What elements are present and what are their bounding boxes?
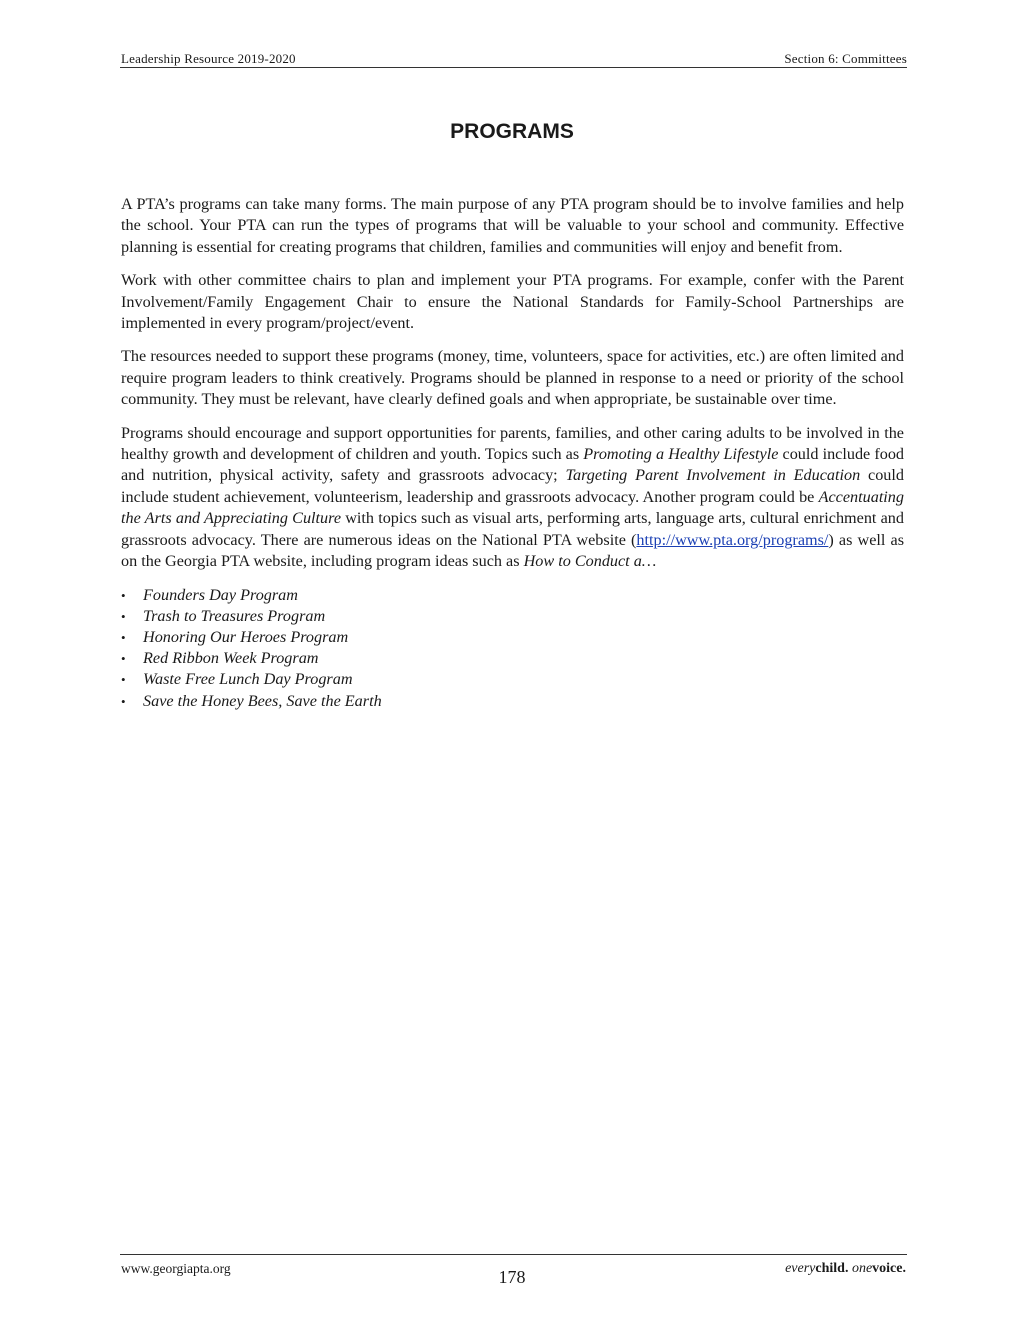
- list-item-label: Save the Honey Bees, Save the Earth: [143, 691, 382, 710]
- list-item-label: Founders Day Program: [143, 585, 298, 604]
- topics-text-3: could include student achievement, volunteerism, leadership and grassroots advocacy. Another program could be: [121, 466, 904, 506]
- list-item-label: Red Ribbon Week Program: [143, 649, 319, 668]
- page-header: [121, 51, 907, 67]
- paragraph-program-topics: [121, 423, 904, 573]
- topic-arts-culture: Accentuating the Arts and Appreciating Culture: [121, 487, 904, 528]
- list-item: [121, 585, 904, 606]
- list-item: [121, 691, 904, 712]
- topics-text-1: Programs should encourage and support opportunities for parents, families, and other caring adults to be involved in the healthy growth and development of children and youth. Topics such as: [121, 423, 904, 464]
- bullet-icon: •: [121, 693, 126, 709]
- header-section-title: Section 6: Committees: [784, 51, 907, 66]
- page-number: 178: [498, 1267, 526, 1287]
- topics-text-4: with topics such as visual arts, performing arts, language arts, cultural enrichment and grassroots advocacy. There are numerous ideas on the National PTA website (: [121, 509, 904, 549]
- list-item-label: Trash to Treasures Program: [143, 606, 326, 625]
- paragraph-intro: A PTA’s programs can take many forms. The main purpose of any PTA program should be to involve families and help the school. Your PTA can run the types of programs that will be valuable to your school and community. Effective planning is essential for creating programs that children, families and communities will enjoy and benefit from.: [121, 195, 904, 256]
- list-item: [121, 648, 904, 669]
- list-item-label: Honoring Our Heroes Program: [143, 627, 349, 646]
- header-divider: [120, 67, 907, 68]
- program-ideas-list: [121, 585, 904, 712]
- document-body: [121, 194, 904, 712]
- list-item: [121, 669, 904, 690]
- bullet-icon: •: [121, 608, 126, 624]
- list-item-label: Waste Free Lunch Day Program: [143, 670, 353, 689]
- topic-how-to-conduct: How to Conduct a…: [523, 552, 657, 571]
- bullet-icon: •: [121, 587, 126, 603]
- slogan-one: one: [851, 1261, 873, 1276]
- footer-divider: [120, 1254, 907, 1255]
- national-pta-programs-link[interactable]: http://www.pta.org/programs/: [636, 530, 829, 549]
- topic-parent-involvement: Targeting Parent Involvement in Education: [565, 466, 861, 485]
- topics-text-5: ) as well as on the Georgia PTA website, including program ideas such as: [121, 530, 905, 571]
- footer-website: www.georgiapta.org: [121, 1261, 231, 1276]
- topic-healthy-lifestyle: Promoting a Healthy Lifestyle: [583, 445, 779, 464]
- slogan-child: child.: [815, 1261, 849, 1276]
- slogan-every: every: [785, 1261, 816, 1276]
- topics-text-2: could include food and nutrition, physical activity, safety and grassroots advocacy;: [121, 445, 905, 485]
- bullet-icon: •: [121, 651, 126, 667]
- page-title: PROGRAMS: [450, 120, 574, 143]
- footer-slogan: [785, 1261, 906, 1277]
- header-document-title: Leadership Resource 2019-2020: [121, 51, 296, 66]
- bullet-icon: •: [121, 672, 126, 688]
- slogan-voice: voice.: [872, 1261, 906, 1276]
- bullet-icon: •: [121, 629, 126, 645]
- paragraph-committee-chairs: Work with other committee chairs to plan and implement your PTA programs. For example, confer with the Parent Involvement/Family Engagement Chair to ensure the National Standards for Family-School Partnerships are implemented in every program/project/event.: [121, 271, 904, 333]
- list-item: [121, 606, 904, 627]
- paragraph-resources: The resources needed to support these programs (money, time, volunteers, space for activities, etc.) are often limited and require program leaders to think creatively. Programs should be planned in response to a need or priority of the school community. They must be relevant, have clearly defined goals and when appropriate, be sustainable over time.: [121, 347, 904, 409]
- list-item: [121, 627, 904, 648]
